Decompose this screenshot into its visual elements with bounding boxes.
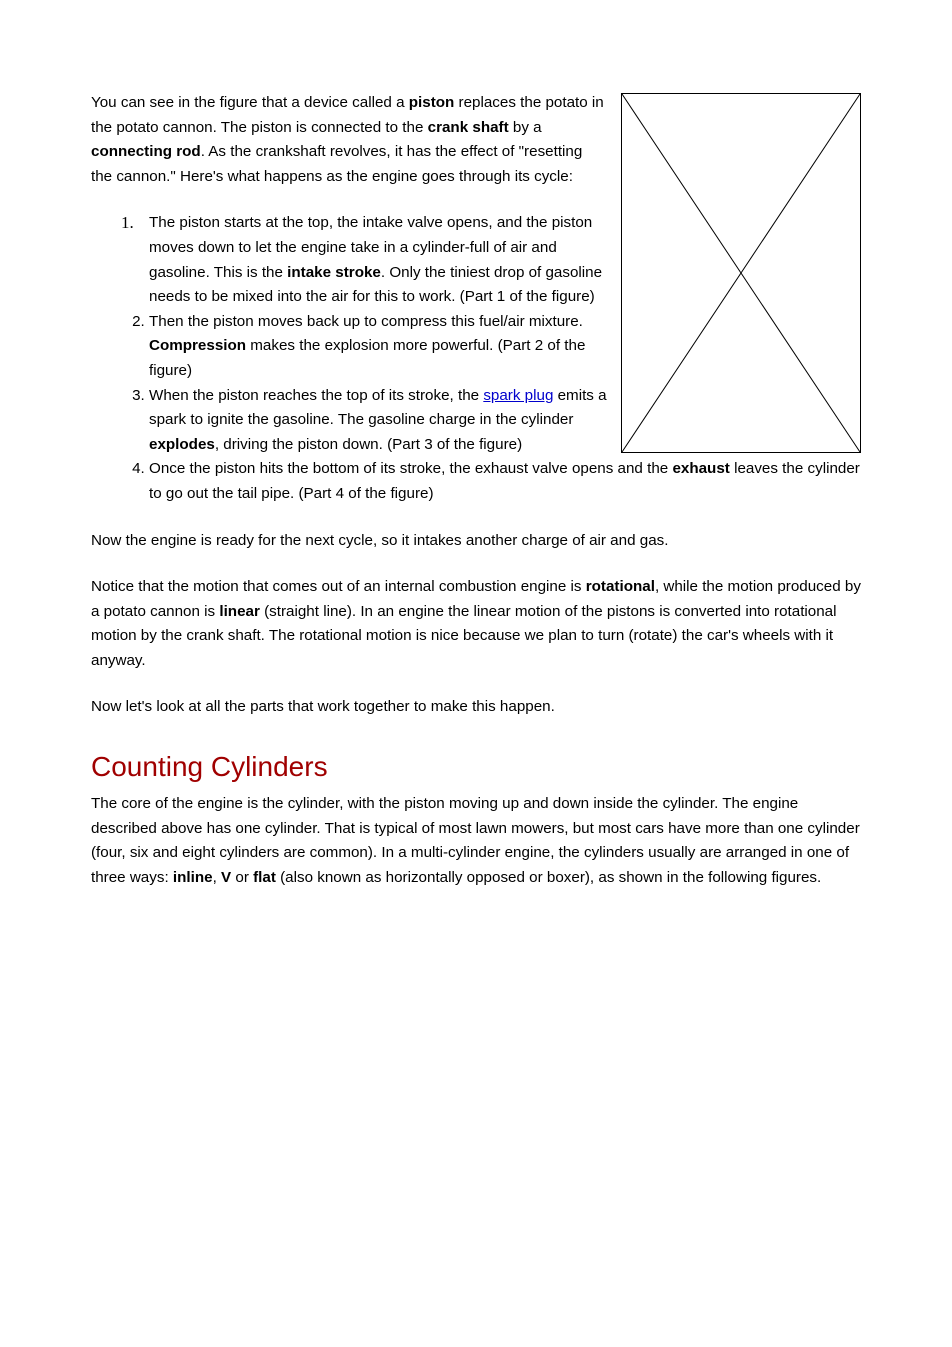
term-linear: linear (219, 602, 260, 620)
cylinders-paragraph: The core of the engine is the cylinder, with the piston moving up and down inside the cylinder. The engine described above has one cylinder. That is typical of most lawn mowers, but most cars have more than one cylinder (four, six and eight cylinders are common). In a multi-cylinder engine, the cylinders usually are arranged in one of three ways: inline, V or flat (also known as horizontally opposed or boxer), as shown in the following figures. (91, 795, 860, 886)
intro-text-4: . As the crankshaft revolves, it has the effect of "resetting the cannon." Here's what happens as the engine goes through its cycle: (91, 143, 583, 185)
term-rotational: rotational (585, 578, 655, 596)
term-intake-stroke: intake stroke (287, 263, 381, 281)
term-exhaust: exhaust (672, 460, 730, 478)
list-item: 3. When the piston reaches the top of its stroke, the spark plug emits a spark to ignite the gasoline. The gasoline charge in the cylinder explodes, driving the piston down. (Part 3 of the figure) (149, 384, 867, 458)
ready-paragraph: Now the engine is ready for the next cycle, so it intakes another charge of air and gas. (91, 531, 669, 549)
section-heading: Counting Cylinders (91, 751, 328, 783)
spark-plug-link[interactable]: spark plug (483, 386, 554, 404)
term-flat: flat (253, 868, 276, 886)
intro-text-2: replaces the potato in the potato cannon. The piston is connected to the (91, 94, 604, 136)
term-crank-shaft: crank shaft (427, 118, 509, 136)
term-piston: piston (408, 94, 455, 111)
term-v: V (221, 868, 232, 886)
motion-paragraph: Notice that the motion that comes out of an internal combustion engine is rotational, while the motion produced by a potato cannon is linear (straight line). In an engine the linear motion of the pistons is converted into rotational motion by the crank shaft. The rotational motion is nice because we plan to turn (rotate) the car's wheels with it anyway. (91, 578, 861, 669)
term-explodes: explodes (149, 435, 215, 453)
term-inline: inline (172, 868, 213, 886)
list-item: 1. The piston starts at the top, the intake valve opens, and the piston moves down to let the engine take in a cylinder-full of air and gasoline. This is the intake stroke. Only the tiniest drop of gasoline needs to be mixed into the air for this to work. (Part 1 of the figure) (149, 211, 867, 309)
parts-paragraph: Now let's look at all the parts that work together to make this happen. (91, 698, 555, 716)
list-item: 4. Once the piston hits the bottom of its stroke, the exhaust valve opens and the exhaust leaves the cylinder to go out the tail pipe. (Part 4 of the figure) (149, 457, 867, 506)
intro-paragraph (91, 91, 867, 189)
intro-text-1: You can see in the figure that a device called a (91, 94, 409, 111)
document-page (91, 91, 867, 890)
list-item: 2. Then the piston moves back up to compress this fuel/air mixture. Compression makes the explosion more powerful. (Part 2 of the figure) (149, 310, 867, 384)
term-compression: Compression (149, 337, 247, 355)
intro-text-3: by a (508, 118, 542, 136)
term-connecting-rod: connecting rod (91, 143, 201, 161)
